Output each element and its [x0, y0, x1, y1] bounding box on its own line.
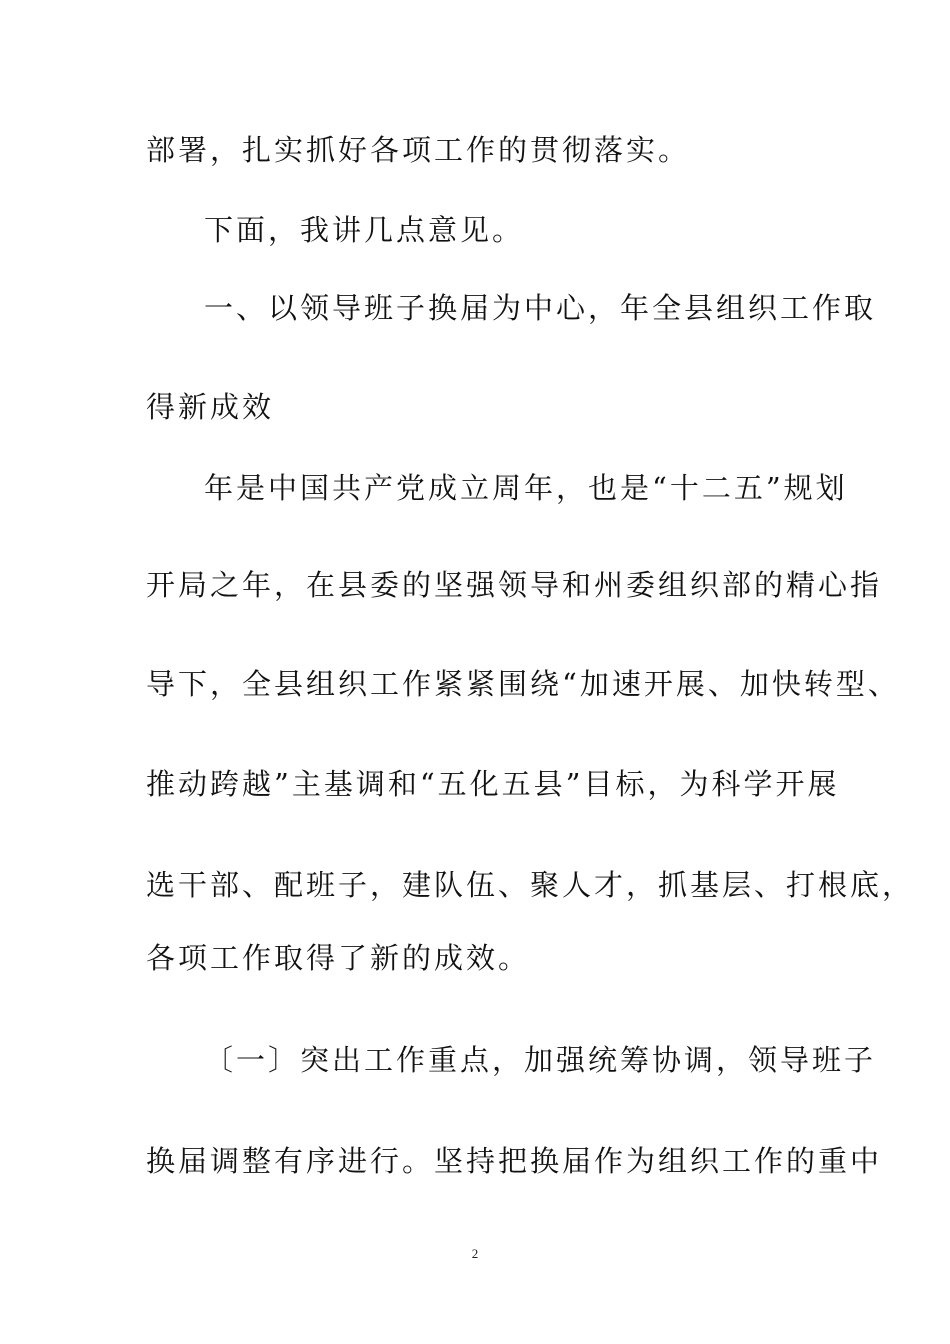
text-line: 推动跨越”主基调和“五化五县”目标，为科学开展: [146, 767, 840, 801]
text-line: 各项工作取得了新的成效。: [146, 941, 531, 975]
text-line: 选干部、配班子，建队伍、聚人才，抓基层、打根底，: [146, 868, 915, 902]
page-number: 2: [471, 1246, 479, 1261]
text-line: 年是中国共产党成立周年，也是“十二五”规划: [204, 471, 848, 505]
text-line: 〔一〕突出工作重点，加强统筹协调，领导班子: [204, 1043, 877, 1077]
text-line: 开局之年，在县委的坚强领导和州委组织部的精心指: [146, 568, 883, 602]
text-line: 导下，全县组织工作紧紧围绕“加速开展、加快转型、: [146, 667, 900, 701]
text-line: 下面，我讲几点意见。: [204, 213, 525, 247]
text-line: 部署，扎实抓好各项工作的贯彻落实。: [146, 133, 691, 167]
heading-line: 一、以领导班子换届为中心，年全县组织工作取: [204, 291, 877, 325]
heading-line: 得新成效: [146, 390, 275, 424]
text-line: 换届调整有序进行。坚持把换届作为组织工作的重中: [146, 1144, 883, 1178]
